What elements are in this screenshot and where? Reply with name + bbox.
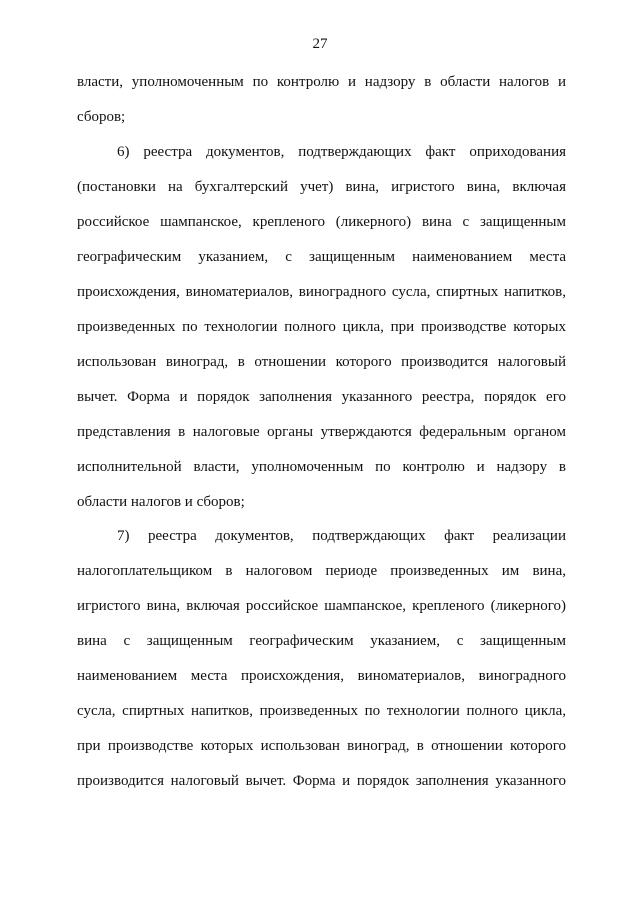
text-line: представления в налоговые органы утверждаются федеральным органом [77,424,566,440]
page-number: 27 [312,36,328,52]
text-line: сусла, спиртных напитков, произведенных по технологии полного цикла, [77,703,566,719]
text-line: российское шампанское, крепленого (ликерного) вина с защищенным [77,214,566,230]
text-line: исполнительной власти, уполномоченным по контролю и надзору в [77,459,566,475]
text-line: вычет. Форма и порядок заполнения указанного реестра, порядок его [77,389,566,405]
text-line: использован виноград, в отношении которого производится налоговый [77,354,566,370]
text-line: производится налоговый вычет. Форма и порядок заполнения указанного [77,773,566,789]
text-line: области налогов и сборов; [77,494,245,510]
text-line: наименованием места происхождения, виноматериалов, виноградного [77,668,566,684]
text-line: при производстве которых использован виноград, в отношении которого [77,738,566,754]
text-line: власти, уполномоченным по контролю и надзору в области налогов и [77,74,566,90]
text-line: географическим указанием, с защищенным наименованием места [77,249,566,265]
text-line: сборов; [77,109,126,125]
text-line: налогоплательщиком в налоговом периоде произведенных им вина, [77,563,566,579]
text-line: произведенных по технологии полного цикла, при производстве которых [77,319,566,335]
text-line: 6) реестра документов, подтверждающих факт оприходования [117,144,566,160]
text-line: 7) реестра документов, подтверждающих факт реализации [117,528,566,544]
text-line: (постановки на бухгалтерский учет) вина, игристого вина, включая [77,179,566,195]
text-line: игристого вина, включая российское шампанское, крепленого (ликерного) [77,598,566,614]
text-line: вина с защищенным географическим указанием, с защищенным [77,633,566,649]
text-line: происхождения, виноматериалов, виноградного сусла, спиртных напитков, [77,284,566,300]
